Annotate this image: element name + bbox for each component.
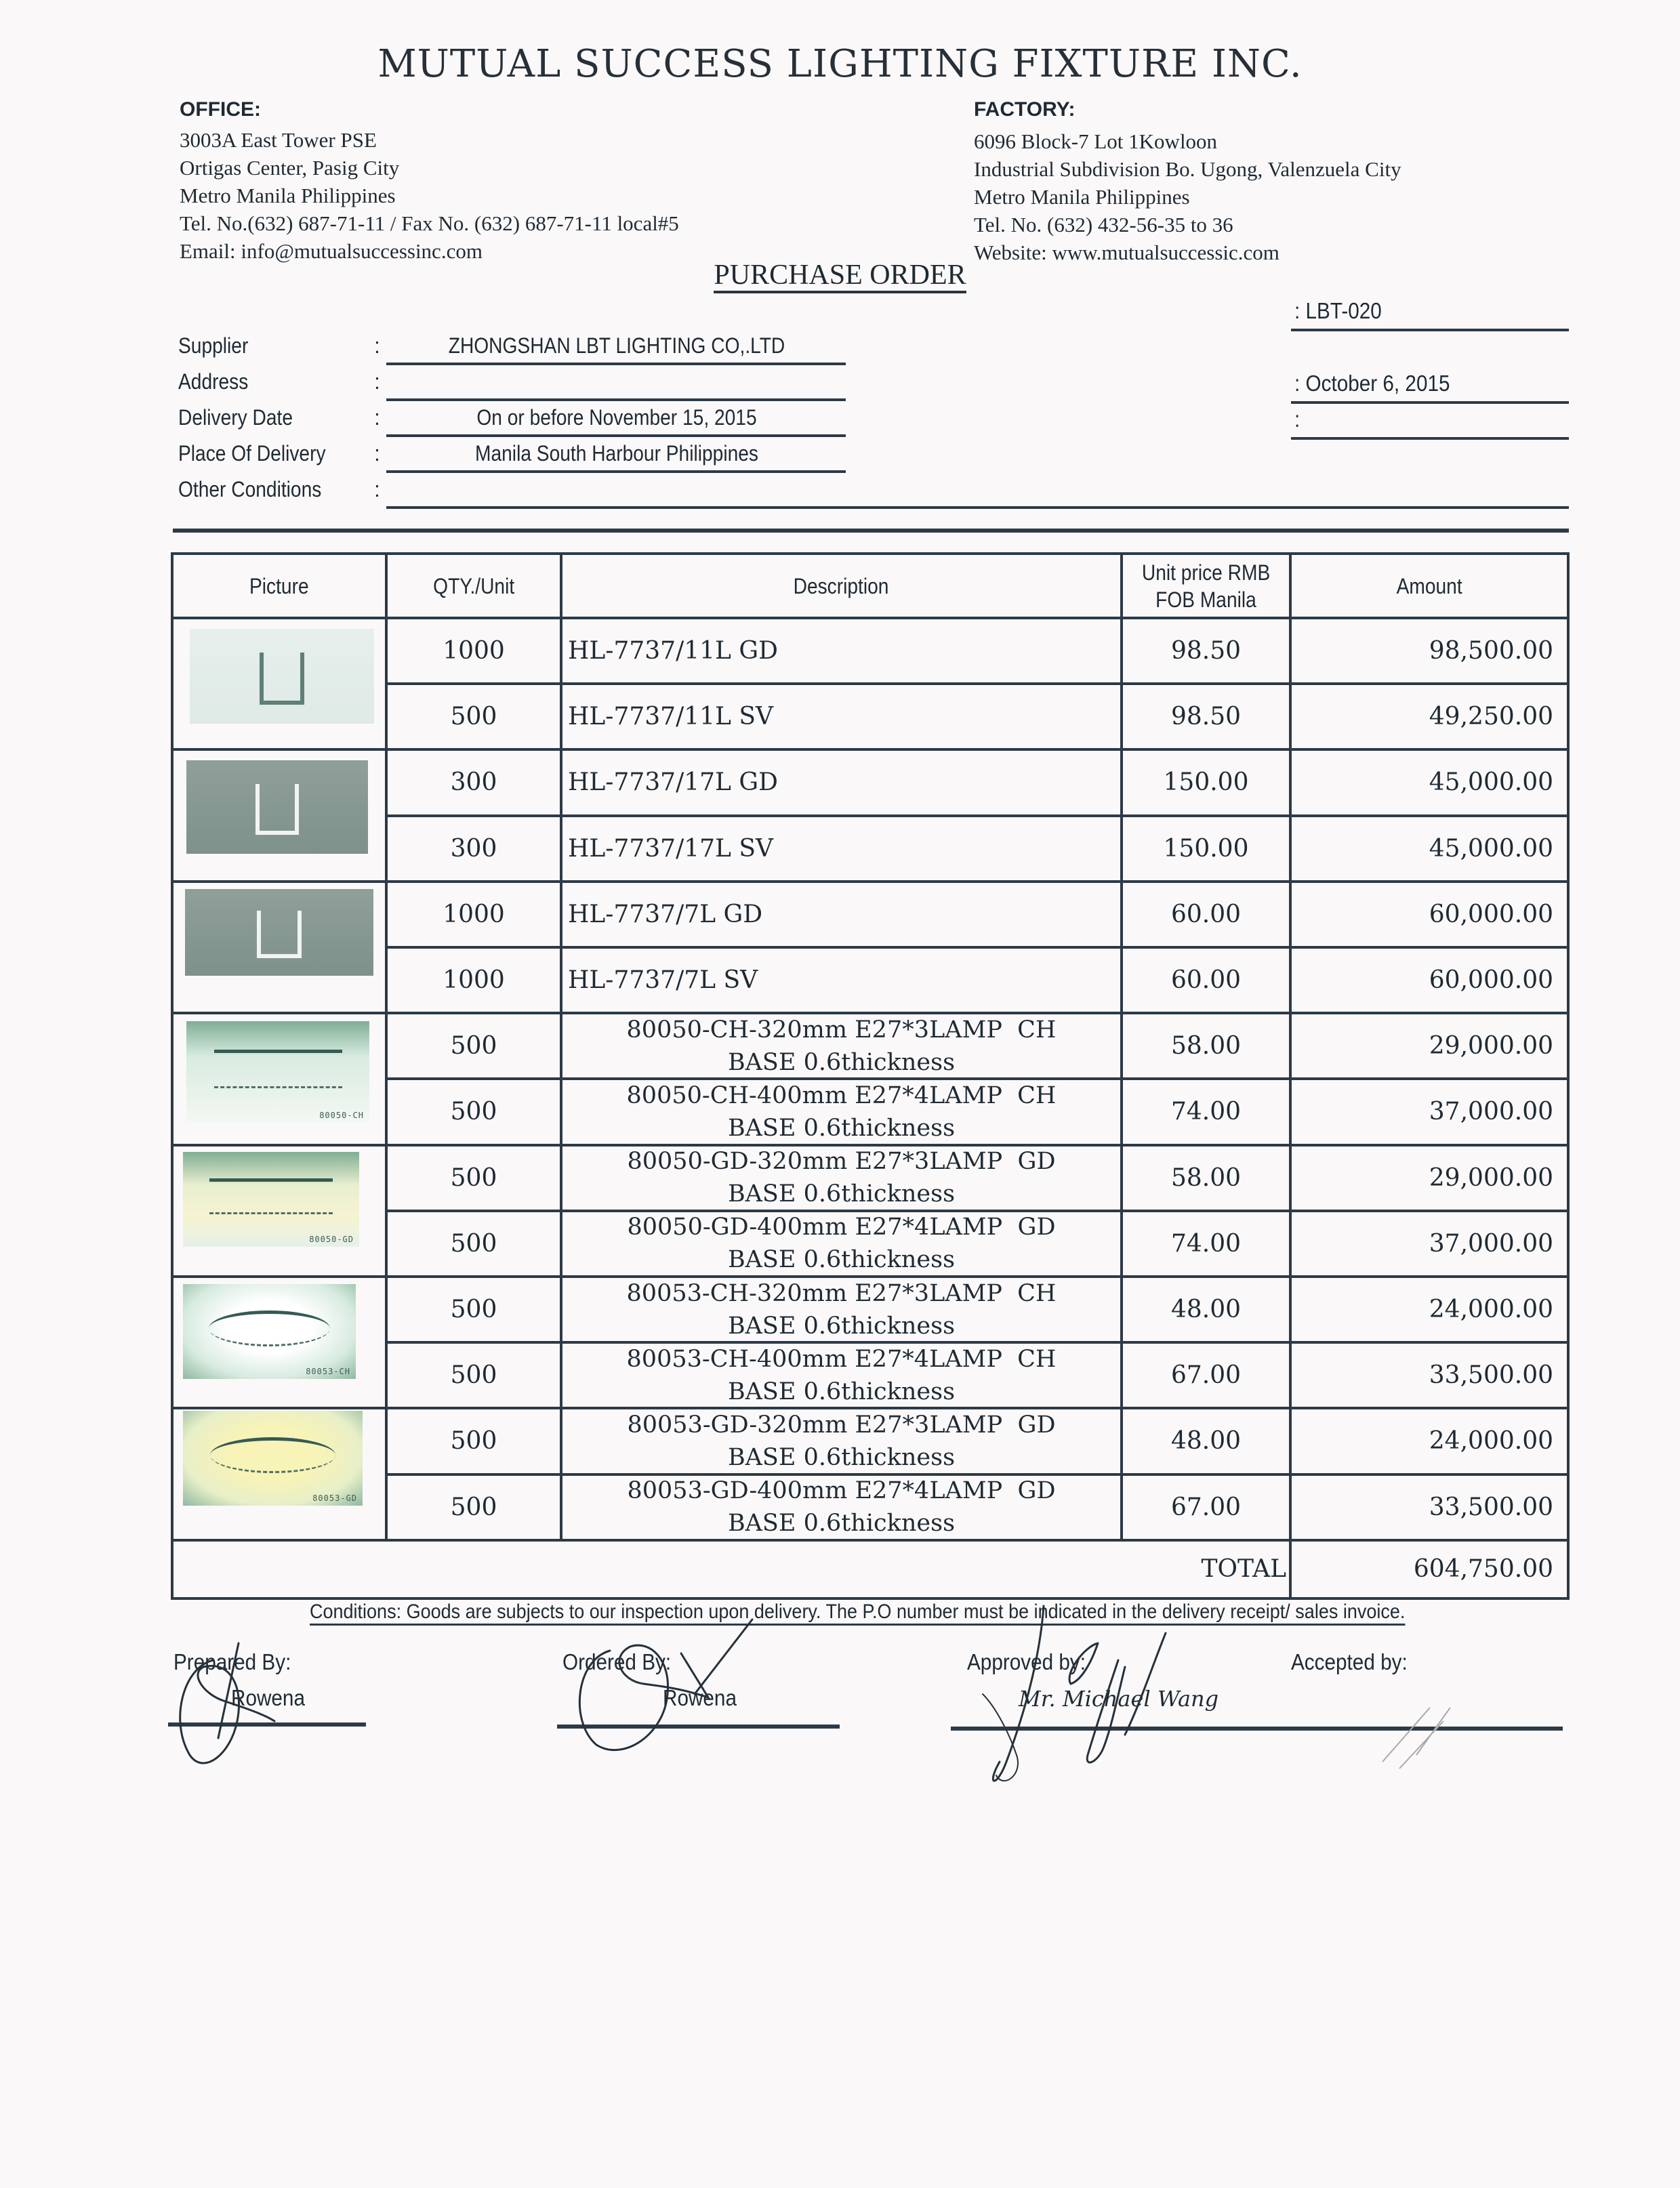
row-description-line1: 80053-CH-320mm E27*3LAMP CH — [626, 1279, 1057, 1307]
row-qty: 500 — [450, 1493, 497, 1521]
approved-signature-icon — [993, 1606, 1166, 1781]
document-title: PURCHASE ORDER — [714, 260, 966, 293]
ordered-signature-icon — [579, 1645, 708, 1750]
row-description-line1: 80053-CH-400mm E27*4LAMP CH — [626, 1345, 1057, 1373]
row-qty: 500 — [450, 1032, 497, 1060]
row-description-line1: 80050-CH-400mm E27*4LAMP CH — [626, 1081, 1057, 1109]
row-qty: 1000 — [443, 637, 505, 665]
row-unit-price: 150.00 — [1163, 834, 1249, 863]
company-name: MUTUAL SUCCESS LIGHTING FIXTURE INC. — [377, 42, 1303, 86]
row-amount: 45,000.00 — [1429, 834, 1553, 863]
row-unit-price: 74.00 — [1170, 1098, 1242, 1126]
row-qty: 500 — [450, 1163, 497, 1192]
row-description-line1: 80050-GD-400mm E27*4LAMP GD — [627, 1214, 1056, 1241]
office-line: Ortigas Center, Pasig City — [180, 156, 400, 180]
field-value[interactable]: Manila South Harbour Philippines — [475, 441, 758, 466]
header-picture-label: Picture — [249, 573, 309, 598]
header-qty-label: QTY./Unit — [433, 573, 514, 598]
row-qty: 500 — [450, 703, 497, 731]
row-description: HL-7737/11L SV — [568, 703, 774, 731]
header-amount-label: Amount — [1396, 573, 1462, 598]
factory-heading: FACTORY: — [974, 98, 1075, 121]
blank-field: : — [1294, 407, 1300, 432]
field-colon: : — [374, 369, 380, 394]
row-qty: 500 — [450, 1229, 497, 1258]
row-description-line1: 80050-GD-320mm E27*3LAMP GD — [627, 1148, 1056, 1176]
field-value[interactable]: On or before November 15, 2015 — [476, 405, 757, 430]
ordered-by-name: Rowena — [663, 1685, 737, 1710]
row-amount: 24,000.00 — [1429, 1296, 1553, 1324]
row-amount: 45,000.00 — [1429, 768, 1553, 797]
row-amount: 33,500.00 — [1429, 1493, 1553, 1521]
factory-line: Industrial Subdivision Bo. Ugong, Valenzuela City — [974, 157, 1401, 181]
total-value: 604,750.00 — [1413, 1555, 1553, 1584]
prepared-by-name: Rowena — [231, 1685, 305, 1710]
row-amount: 24,000.00 — [1429, 1427, 1553, 1456]
conditions-text: Conditions: Goods are subjects to our inspection upon delivery. The P.O number must be indicated in the delivery receipt/ sales invoice. — [310, 1601, 1405, 1626]
row-amount: 33,500.00 — [1429, 1361, 1553, 1390]
row-description-line2: BASE 0.6thickness — [727, 1048, 956, 1076]
row-qty: 1000 — [443, 900, 505, 928]
approved-by-label: Approved by: — [967, 1649, 1086, 1674]
office-line: Metro Manila Philippines — [180, 184, 396, 207]
row-description-line2: BASE 0.6thickness — [727, 1378, 956, 1405]
prepared-signature-icon — [180, 1660, 274, 1763]
row-amount: 37,000.00 — [1429, 1098, 1553, 1126]
total-label: TOTAL — [1201, 1555, 1286, 1584]
row-amount: 29,000.00 — [1429, 1163, 1553, 1192]
po-number: : LBT-020 — [1294, 298, 1382, 323]
office-heading: OFFICE: — [180, 98, 261, 121]
row-description-line1: 80053-GD-320mm E27*3LAMP GD — [627, 1411, 1056, 1439]
office-line: Tel. No.(632) 687-71-11 / Fax No. (632) 687-71-11 local#5 — [180, 211, 679, 235]
row-qty: 500 — [450, 1098, 497, 1126]
accepted-by-label: Accepted by: — [1291, 1649, 1408, 1674]
field-colon: : — [374, 333, 380, 358]
row-unit-price: 48.00 — [1170, 1427, 1242, 1456]
row-amount: 29,000.00 — [1429, 1032, 1553, 1060]
field-label: Supplier — [178, 333, 249, 358]
row-description-line2: BASE 0.6thickness — [727, 1246, 956, 1274]
ordered-by-label: Ordered By: — [562, 1649, 672, 1674]
row-description: HL-7737/17L GD — [568, 768, 778, 797]
row-qty: 500 — [450, 1361, 497, 1390]
row-unit-price: 98.50 — [1170, 703, 1242, 731]
row-amount: 60,000.00 — [1429, 900, 1553, 928]
office-line: 3003A East Tower PSE — [180, 128, 377, 152]
field-colon: : — [374, 441, 380, 466]
field-label: Other Conditions — [178, 477, 322, 501]
row-description: HL-7737/17L SV — [568, 834, 774, 863]
row-description-line2: BASE 0.6thickness — [727, 1312, 956, 1340]
row-qty: 300 — [450, 834, 497, 863]
field-colon: : — [374, 405, 380, 430]
picture-caption: 80053-GD — [312, 1493, 357, 1503]
ordered-signature-stroke-icon — [695, 1619, 752, 1694]
row-unit-price: 58.00 — [1170, 1032, 1242, 1060]
row-description-line2: BASE 0.6thickness — [727, 1180, 956, 1208]
row-unit-price: 74.00 — [1170, 1229, 1242, 1258]
field-label: Address — [178, 369, 249, 394]
factory-line: 6096 Block-7 Lot 1Kowloon — [974, 129, 1218, 153]
row-qty: 1000 — [443, 966, 505, 995]
header-unit-price-line2: FOB Manila — [1155, 587, 1256, 612]
row-amount: 98,500.00 — [1429, 637, 1553, 665]
row-description: HL-7737/7L GD — [568, 900, 763, 928]
factory-line: Metro Manila Philippines — [974, 185, 1190, 209]
picture-caption: 80050-GD — [309, 1235, 354, 1244]
row-description-line1: 80050-CH-320mm E27*3LAMP CH — [626, 1016, 1057, 1044]
row-description: HL-7737/11L GD — [568, 637, 778, 665]
header-unit-price-line1: Unit price RMB — [1141, 560, 1271, 585]
field-label: Place Of Delivery — [178, 441, 326, 466]
field-value[interactable]: ZHONGSHAN LBT LIGHTING CO,.LTD — [448, 333, 785, 358]
row-qty: 500 — [450, 1296, 497, 1324]
field-label: Delivery Date — [178, 405, 293, 430]
row-unit-price: 150.00 — [1163, 768, 1249, 797]
approved-signature-flourish-icon — [983, 1694, 1018, 1781]
factory-line: Tel. No. (632) 432-56-35 to 36 — [974, 213, 1233, 236]
po-date: : October 6, 2015 — [1294, 371, 1450, 396]
row-unit-price: 48.00 — [1170, 1296, 1242, 1324]
field-colon: : — [374, 477, 380, 501]
row-unit-price: 67.00 — [1170, 1493, 1242, 1521]
picture-caption: 80053-CH — [306, 1367, 350, 1376]
faint-mark-icon — [1382, 1708, 1450, 1769]
picture-caption: 80050-CH — [319, 1111, 364, 1120]
row-qty: 500 — [450, 1427, 497, 1456]
factory-line: Website: www.mutualsuccessic.com — [974, 241, 1279, 264]
row-unit-price: 60.00 — [1170, 900, 1242, 928]
prepared-by-label: Prepared By: — [173, 1649, 291, 1674]
row-unit-price: 98.50 — [1170, 637, 1242, 665]
prepared-signature-stroke-icon — [218, 1643, 239, 1738]
office-line: Email: info@mutualsuccessinc.com — [180, 239, 483, 263]
row-amount: 49,250.00 — [1429, 703, 1553, 731]
header-description-label: Description — [794, 573, 889, 598]
row-amount: 37,000.00 — [1429, 1229, 1553, 1258]
row-description-line2: BASE 0.6thickness — [727, 1443, 956, 1471]
row-description-line1: 80053-GD-400mm E27*4LAMP GD — [627, 1477, 1056, 1505]
row-qty: 300 — [450, 768, 497, 797]
row-unit-price: 67.00 — [1170, 1361, 1242, 1390]
row-description-line2: BASE 0.6thickness — [727, 1114, 956, 1142]
row-unit-price: 60.00 — [1170, 966, 1242, 995]
approved-by-name: Mr. Michael Wang — [1019, 1686, 1219, 1712]
row-amount: 60,000.00 — [1429, 966, 1553, 995]
row-description-line2: BASE 0.6thickness — [727, 1510, 956, 1537]
row-unit-price: 58.00 — [1170, 1163, 1242, 1192]
row-description: HL-7737/7L SV — [568, 966, 758, 995]
